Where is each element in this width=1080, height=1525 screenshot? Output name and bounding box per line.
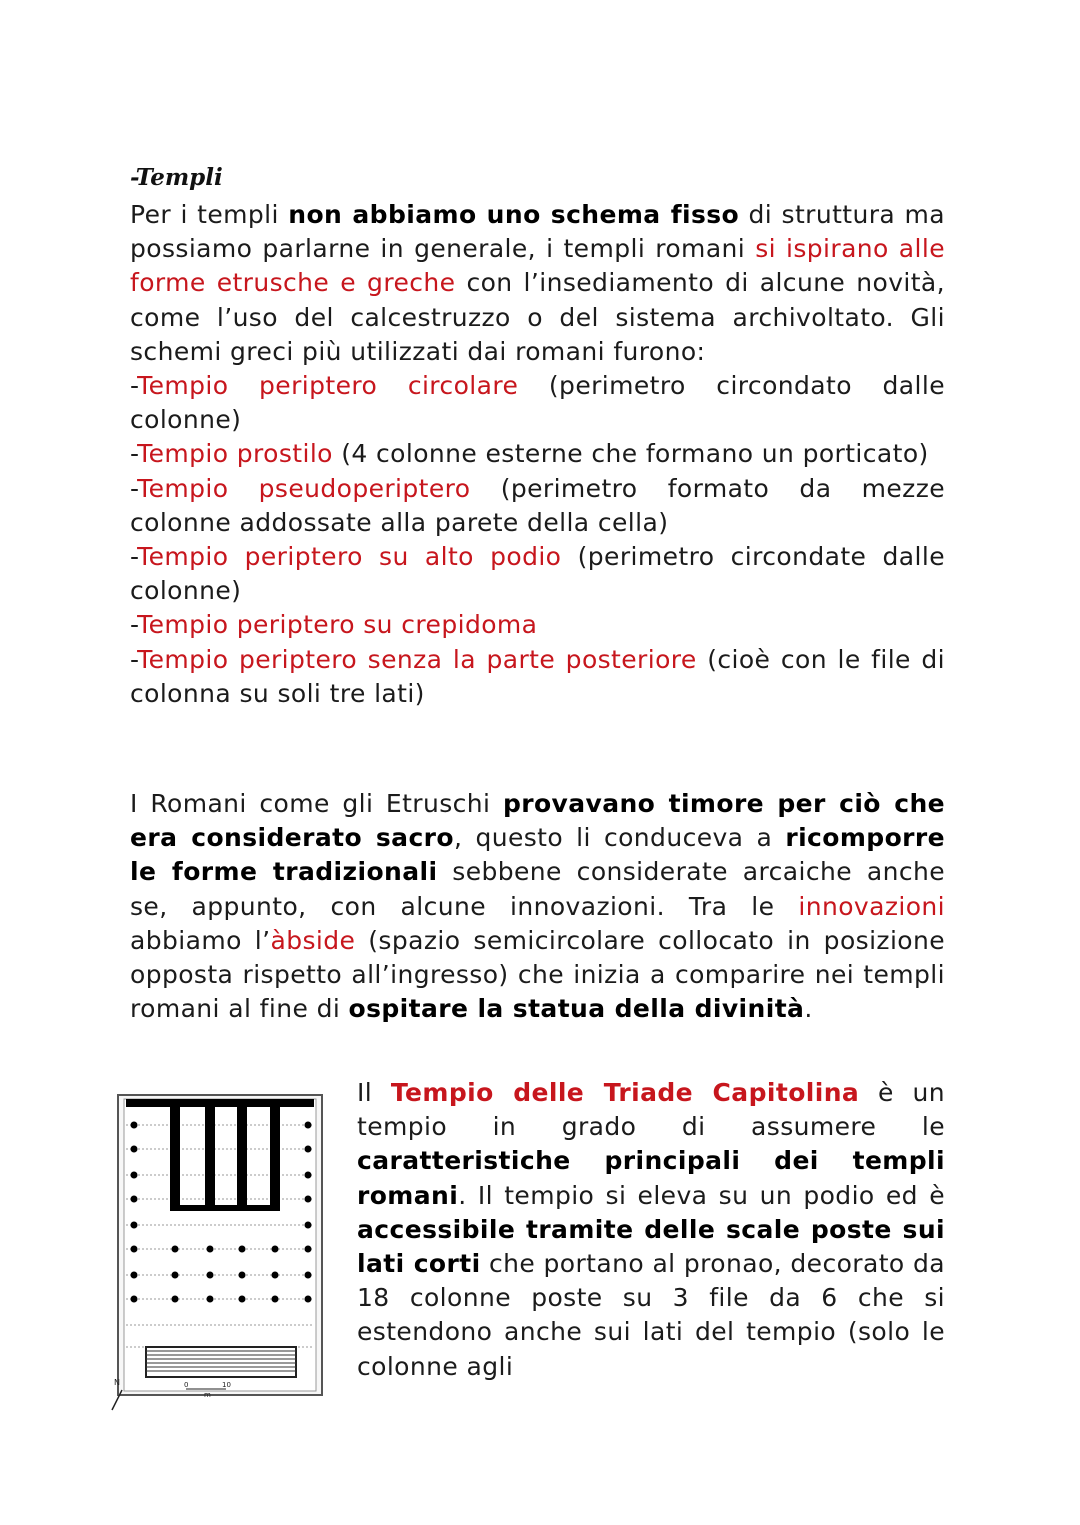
intro-paragraph [130,198,945,711]
temple-type-desc: (4 colonne esterne che formano un porticato) [332,439,929,469]
intro-bold: non abbiamo uno schema fisso [288,200,740,229]
scale-start: 0 [184,1381,189,1389]
temple-type-item: -Tempio periptero circolare (perimetro circondato dalle colonne) [130,371,945,435]
temple-type-name: Tempio periptero senza la parte posteriore [137,644,697,674]
temple-type-item: -Tempio periptero su crepidoma [130,610,538,640]
temple-type-item: -Tempio pseudoperiptero (perimetro formato da mezze colonne addossate alla parete della cella) [130,473,945,537]
temple-type-desc: (cioè con le file di colonna su soli tre lati) [130,644,945,708]
romans-paragraph: I Romani come gli Etruschi provavano timore per ciò che era considerato sacro, questo li conduceva a ricomporre le forme tradizionali sebbene considerate arcaiche anche se, appunto, con alcune innovazioni. Tra le innovazioni abbiamo l’àbside (spazio semicircolare collocato in posizione opposta rispetto all’ingresso) che inizia a comparire nei templi romani al fine di ospitare la statua della divinità. [130,789,946,1024]
intro-text: di struttura ma possiamo parlarne in generale, i templi romani [130,200,945,264]
temple-type-desc: (perimetro circondate dalle colonne) [130,542,946,606]
romans-bold: ospitare la statua della divinità [348,994,805,1024]
triad-bold: accessibile tramite delle scale poste sui lati corti [357,1214,945,1279]
temple-type-desc: (perimetro formato da mezze colonne addossate alla parete della cella) [130,473,945,537]
triad-bold: caratteristiche principali dei templi romani [357,1146,945,1210]
scale-unit: m [204,1391,211,1399]
section-heading: -Templi [130,164,223,191]
triad-highlight: Tempio delle Triade Capitolina [390,1078,860,1107]
romans-highlight: innovazioni [798,891,945,921]
intro-text: con l’insediamento di alcune novità, come l’uso del calcestruzzo o del sistema archivoltato. Gli schemi greci più utilizzati dai romani furono: [130,268,945,366]
temple-type-item: -Tempio periptero su alto podio (perimetro circondate dalle colonne) [130,542,946,606]
temple-type-item: -Tempio periptero senza la parte posteriore (cioè con le file di colonna su soli tre lati) [130,644,945,708]
temple-type-item: -Tempio prostilo (4 colonne esterne che formano un porticato) [130,439,929,469]
romans-highlight: àbside [270,925,356,955]
temple-type-name: Tempio periptero su alto podio [137,542,562,572]
intro-text: Per i templi [130,200,289,229]
temple-floor-plan [110,1085,330,1415]
scale-end: 10 [222,1381,231,1389]
temple-type-desc: (perimetro circondato dalle colonne) [130,371,945,435]
temple-type-name: Tempio prostilo [137,439,333,469]
temple-type-name: Tempio periptero circolare [137,371,519,401]
romans-bold: provavano timore per ciò che era considerato sacro [130,789,945,853]
intro-highlight: si ispirano alle forme etrusche e greche [130,234,945,298]
north-label: N [114,1378,120,1387]
temple-type-name: Tempio periptero su crepidoma [137,610,538,640]
romans-bold: ricomporre le forme tradizionali [130,823,945,887]
triad-paragraph: Il Tempio delle Triade Capitolina è un tempio in grado di assumere le caratteristiche principali dei templi romani. Il tempio si eleva su un podio ed è accessibile tramite delle scale poste sui lati corti che portano al pronao, decorato da 18 colonne poste su 3 file da 6 che si estendono anche sui lati del tempio (solo le colonne agli [357,1078,945,1381]
temple-type-name: Tempio pseudoperiptero [137,473,471,503]
